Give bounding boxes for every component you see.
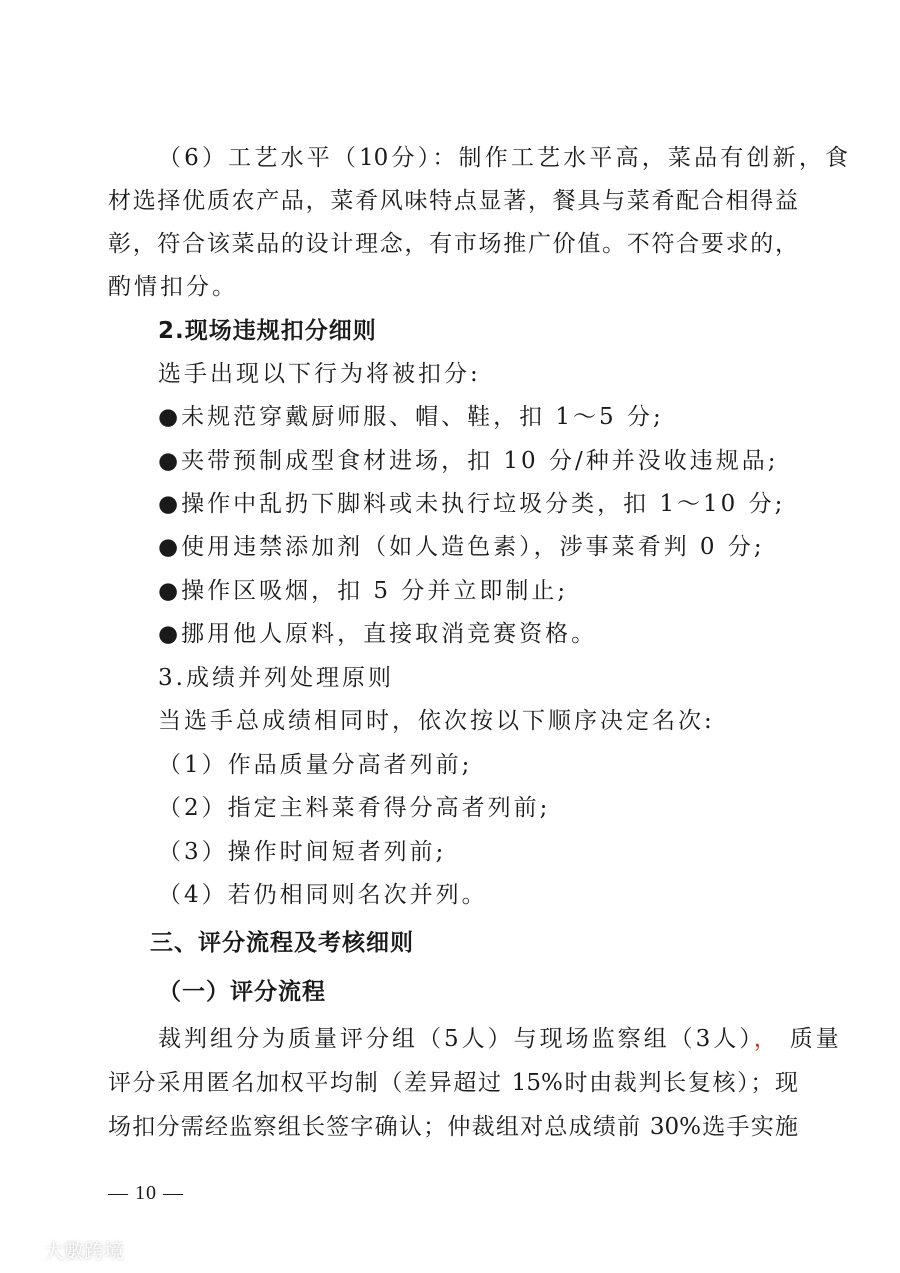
list-item: ●操作区吸烟，扣 5 分并立即制止;	[158, 578, 569, 604]
paragraph-line: 评分采用匿名加权平均制（差异超过 15%时由裁判长复核）；现	[108, 1070, 798, 1096]
paragraph-line: 当选手总成绩相同时，依次按以下顺序决定名次:	[158, 708, 715, 734]
list-item: （4）若仍相同则名次并列。	[158, 882, 488, 908]
section-heading: 3.成绩并列处理原则	[158, 665, 394, 691]
section-heading: 2.现场违规扣分细则	[158, 318, 377, 344]
page-number: — 10 —	[108, 1182, 184, 1204]
paragraph-line: 选手出现以下行为将被扣分:	[158, 361, 481, 387]
paragraph-line: 场扣分需经监察组长签字确认；仲裁组对总成绩前 30%选手实施	[108, 1114, 798, 1140]
paragraph-text: 裁判组分为质量评分组（5人）与现场监察组（3人）	[158, 1026, 754, 1052]
list-item: ●未规范穿戴厨师服、帽、鞋，扣 1～5 分;	[158, 404, 664, 430]
highlighted-comma: ，	[753, 1026, 780, 1052]
paragraph-line: 酌情扣分。	[108, 274, 238, 300]
paragraph-line: （6）工艺水平（10分）：制作工艺水平高，菜品有创新，食	[158, 145, 848, 171]
paragraph-line: 彰，符合该菜品的设计理念，有市场推广价值。不符合要求的，	[108, 231, 798, 257]
watermark	[8, 1238, 124, 1264]
list-item: ●操作中乱扔下脚料或未执行垃圾分类，扣 1～10 分;	[158, 491, 786, 517]
watermark-text: 大數跨境	[44, 1239, 124, 1263]
chapter-heading: 三、评分流程及考核细则	[150, 930, 414, 956]
list-item: ●使用违禁添加剂（如人造色素），涉事菜肴判 0 分;	[158, 534, 765, 560]
list-item: （3）操作时间短者列前;	[158, 839, 447, 865]
watermark-logo-icon	[8, 1240, 38, 1262]
paragraph-line: 材选择优质农产品，菜肴风味特点显著，餐具与菜肴配合相得益	[108, 188, 798, 214]
paragraph-text: 质量	[789, 1026, 842, 1052]
subsection-heading: （一）评分流程	[158, 979, 326, 1005]
list-item: ●夹带预制成型食材进场，扣 10 分/种并没收违规品;	[158, 448, 779, 474]
list-item: （2）指定主料菜肴得分高者列前;	[158, 795, 551, 821]
paragraph-line	[158, 1024, 842, 1054]
list-item: ●挪用他人原料，直接取消竞赛资格。	[158, 621, 598, 647]
list-item: （1）作品质量分高者列前;	[158, 752, 473, 778]
